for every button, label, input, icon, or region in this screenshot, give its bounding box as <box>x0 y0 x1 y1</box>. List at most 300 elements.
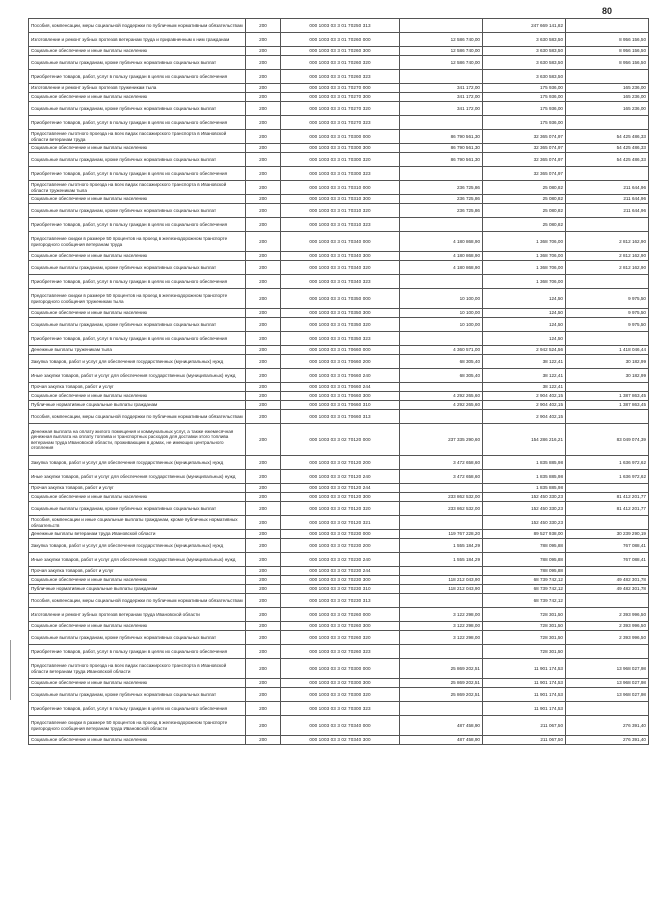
table-row <box>29 702 649 716</box>
row-description: Социальное обеспечение и иные выплаты населению <box>29 93 246 102</box>
row-line-code: 200 <box>246 70 281 84</box>
row-approved-amount: 341 172,00 <box>400 93 483 102</box>
row-line-code: 200 <box>246 679 281 688</box>
row-executed-amount: 1 368 706,00 <box>483 261 566 275</box>
row-unexecuted-amount: 13 968 027,98 <box>566 659 649 679</box>
row-description: Прочая закупка товаров, работ и услуг <box>29 567 246 576</box>
row-unexecuted-amount: 9 975,50 <box>566 289 649 309</box>
row-approved-amount: 3 472 658,60 <box>400 470 483 484</box>
row-approved-amount: 4 180 868,90 <box>400 232 483 252</box>
row-approved-amount: 118 212 043,90 <box>400 576 483 585</box>
row-unexecuted-amount: 49 482 301,78 <box>566 585 649 594</box>
row-unexecuted-amount: 1 387 863,45 <box>566 401 649 410</box>
row-budget-classification: 000 1003 03 3 01 70260 320 <box>281 56 400 70</box>
budget-table-sheet <box>28 18 646 745</box>
row-approved-amount: 12 586 740,00 <box>400 56 483 70</box>
row-budget-classification: 000 1003 03 3 02 70120 320 <box>281 502 400 516</box>
row-budget-classification: 000 1003 03 3 01 70260 000 <box>281 33 400 47</box>
row-budget-classification: 000 1003 03 3 01 70660 200 <box>281 355 400 369</box>
row-description: Социальное обеспечение и иные выплаты населению <box>29 576 246 585</box>
table-row <box>29 688 649 702</box>
row-approved-amount: 3 122 298,00 <box>400 631 483 645</box>
table-row <box>29 56 649 70</box>
row-executed-amount: 788 095,88 <box>483 553 566 567</box>
row-budget-classification: 000 1003 03 3 02 70120 321 <box>281 516 400 530</box>
row-budget-classification: 000 1003 03 3 01 70660 310 <box>281 401 400 410</box>
row-line-code: 200 <box>246 530 281 539</box>
row-executed-amount: 124,50 <box>483 332 566 346</box>
row-line-code: 200 <box>246 456 281 470</box>
row-description: Денежные выплаты труженикам тыла <box>29 346 246 355</box>
row-unexecuted-amount: 165 236,00 <box>566 102 649 116</box>
table-row <box>29 539 649 553</box>
row-executed-amount: 2 904 402,15 <box>483 401 566 410</box>
row-approved-amount <box>400 116 483 130</box>
row-unexecuted-amount: 165 236,00 <box>566 84 649 93</box>
row-line-code: 200 <box>246 631 281 645</box>
row-line-code: 200 <box>246 56 281 70</box>
row-executed-amount: 32 365 074,97 <box>483 144 566 153</box>
row-budget-classification: 000 1003 03 3 01 70270 323 <box>281 116 400 130</box>
row-unexecuted-amount: 30 182,99 <box>566 355 649 369</box>
row-unexecuted-amount: 276 391,40 <box>566 736 649 745</box>
row-executed-amount: 1 835 885,98 <box>483 456 566 470</box>
row-budget-classification: 000 1003 03 3 02 70300 320 <box>281 688 400 702</box>
row-description: Предоставление скидки в размере 50 процентов на проезд в железнодорожном транспорте пригородного сообщения ветеранам труда <box>29 232 246 252</box>
row-line-code: 200 <box>246 318 281 332</box>
row-unexecuted-amount: 8 956 156,50 <box>566 33 649 47</box>
row-description: Иные закупки товаров, работ и услуг для обеспечения государственных (муниципальных) нужд <box>29 369 246 383</box>
row-executed-amount: 2 942 524,56 <box>483 346 566 355</box>
row-executed-amount: 175 936,00 <box>483 102 566 116</box>
row-executed-amount: 175 936,00 <box>483 84 566 93</box>
row-line-code: 200 <box>246 332 281 346</box>
table-row <box>29 232 649 252</box>
row-executed-amount: 152 450 330,23 <box>483 516 566 530</box>
row-budget-classification: 000 1003 03 3 01 70350 300 <box>281 309 400 318</box>
row-executed-amount: 2 904 402,15 <box>483 392 566 401</box>
row-description: Иные закупки товаров, работ и услуг для обеспечения государственных (муниципальных) нужд <box>29 553 246 567</box>
row-description: Изготовление и ремонт зубных протезов ветеранам труда и приравненным к ним гражданам <box>29 33 246 47</box>
row-approved-amount <box>400 19 483 33</box>
row-line-code: 200 <box>246 232 281 252</box>
row-unexecuted-amount: 8 956 156,50 <box>566 56 649 70</box>
row-description: Изготовление и ремонт зубных протезов ветеранам труда Ивановской области <box>29 608 246 622</box>
row-budget-classification: 000 1003 03 3 01 70340 320 <box>281 261 400 275</box>
row-unexecuted-amount: 81 412 201,77 <box>566 493 649 502</box>
row-description: Предоставление скидки в размере 50 процентов на проезд в железнодорожном транспорте пригородного сообщения труженикам тыла <box>29 289 246 309</box>
row-executed-amount: 38 122,41 <box>483 355 566 369</box>
row-description: Приобретение товаров, работ, услуг в пользу граждан в целях их социального обеспечения <box>29 116 246 130</box>
row-unexecuted-amount: 211 644,96 <box>566 204 649 218</box>
table-row <box>29 493 649 502</box>
row-budget-classification: 000 1003 03 3 02 70260 300 <box>281 622 400 631</box>
table-row <box>29 553 649 567</box>
row-description: Социальное обеспечение и иные выплаты населению <box>29 195 246 204</box>
table-row <box>29 252 649 261</box>
row-line-code: 200 <box>246 19 281 33</box>
row-approved-amount <box>400 516 483 530</box>
row-unexecuted-amount: 1 636 972,62 <box>566 470 649 484</box>
row-budget-classification: 000 1003 03 3 01 70310 320 <box>281 204 400 218</box>
table-row <box>29 736 649 745</box>
row-description: Закупка товаров, работ и услуг для обеспечения государственных (муниципальных) нужд <box>29 539 246 553</box>
row-budget-classification: 000 1003 03 3 02 70300 323 <box>281 702 400 716</box>
row-budget-classification: 000 1003 03 3 01 70660 000 <box>281 346 400 355</box>
row-line-code: 200 <box>246 144 281 153</box>
row-description: Социальное обеспечение и иные выплаты населению <box>29 679 246 688</box>
row-approved-amount <box>400 70 483 84</box>
row-budget-classification: 000 1003 03 3 02 70340 300 <box>281 736 400 745</box>
row-approved-amount <box>400 218 483 232</box>
row-line-code: 200 <box>246 702 281 716</box>
row-description: Прочая закупка товаров, работ и услуг <box>29 484 246 493</box>
row-line-code: 200 <box>246 392 281 401</box>
row-approved-amount: 4 292 265,60 <box>400 392 483 401</box>
row-line-code: 200 <box>246 218 281 232</box>
row-executed-amount: 152 450 330,23 <box>483 502 566 516</box>
table-row <box>29 608 649 622</box>
row-budget-classification: 000 1003 03 3 02 70260 323 <box>281 645 400 659</box>
table-row <box>29 33 649 47</box>
table-row <box>29 659 649 679</box>
row-description: Социальные выплаты гражданам, кроме публичных нормативных социальных выплат <box>29 261 246 275</box>
row-budget-classification: 000 1003 03 3 01 70300 323 <box>281 167 400 181</box>
row-executed-amount: 68 739 742,12 <box>483 576 566 585</box>
row-line-code: 200 <box>246 195 281 204</box>
row-executed-amount: 154 286 216,21 <box>483 424 566 456</box>
table-row <box>29 332 649 346</box>
row-budget-classification: 000 1003 03 3 01 70350 323 <box>281 332 400 346</box>
row-executed-amount: 2 904 402,15 <box>483 410 566 424</box>
row-description: Приобретение товаров, работ, услуг в пользу граждан в целях их социального обеспечения <box>29 70 246 84</box>
row-unexecuted-amount: 54 425 486,33 <box>566 153 649 167</box>
row-line-code: 200 <box>246 576 281 585</box>
row-approved-amount: 236 725,86 <box>400 195 483 204</box>
row-line-code: 200 <box>246 470 281 484</box>
row-approved-amount: 3 122 298,00 <box>400 622 483 631</box>
row-unexecuted-amount: 2 812 162,90 <box>566 232 649 252</box>
row-approved-amount <box>400 645 483 659</box>
row-executed-amount: 25 080,82 <box>483 218 566 232</box>
row-budget-classification: 000 1003 03 3 02 70340 000 <box>281 716 400 736</box>
row-budget-classification: 000 1003 03 3 01 70340 300 <box>281 252 400 261</box>
row-approved-amount: 4 180 868,90 <box>400 252 483 261</box>
row-unexecuted-amount: 211 644,96 <box>566 195 649 204</box>
row-line-code: 200 <box>246 567 281 576</box>
table-row <box>29 585 649 594</box>
row-line-code: 200 <box>246 116 281 130</box>
row-unexecuted-amount <box>566 516 649 530</box>
row-line-code: 200 <box>246 102 281 116</box>
row-budget-classification: 000 1003 03 3 01 70300 300 <box>281 144 400 153</box>
row-unexecuted-amount: 165 236,00 <box>566 93 649 102</box>
row-line-code: 200 <box>246 553 281 567</box>
row-unexecuted-amount: 30 239 290,19 <box>566 530 649 539</box>
table-row <box>29 318 649 332</box>
row-executed-amount: 11 901 174,53 <box>483 688 566 702</box>
row-approved-amount: 236 725,86 <box>400 204 483 218</box>
row-budget-classification: 000 1003 03 3 01 70660 240 <box>281 369 400 383</box>
scan-edge-mark <box>10 640 11 700</box>
row-unexecuted-amount: 13 968 027,98 <box>566 679 649 688</box>
row-line-code: 200 <box>246 346 281 355</box>
row-executed-amount: 175 936,00 <box>483 93 566 102</box>
row-approved-amount: 233 862 532,00 <box>400 493 483 502</box>
row-executed-amount: 11 901 174,53 <box>483 679 566 688</box>
row-unexecuted-amount: 30 182,99 <box>566 369 649 383</box>
row-description: Пособия, компенсации и иные социальные выплаты гражданам, кроме публичных нормативных обязательств <box>29 516 246 530</box>
row-line-code: 200 <box>246 33 281 47</box>
row-line-code: 200 <box>246 484 281 493</box>
table-row <box>29 19 649 33</box>
table-row <box>29 410 649 424</box>
table-row <box>29 93 649 102</box>
row-unexecuted-amount: 9 975,50 <box>566 309 649 318</box>
row-description: Закупка товаров, работ и услуг для обеспечения государственных (муниципальных) нужд <box>29 355 246 369</box>
row-unexecuted-amount: 2 393 996,50 <box>566 631 649 645</box>
row-budget-classification: 000 1003 03 3 02 70230 000 <box>281 530 400 539</box>
row-unexecuted-amount <box>566 19 649 33</box>
row-description: Приобретение товаров, работ, услуг в пользу граждан в целях их социального обеспечения <box>29 702 246 716</box>
row-description: Изготовление и ремонт зубных протезов труженикам тыла <box>29 84 246 93</box>
row-approved-amount: 233 862 532,00 <box>400 502 483 516</box>
row-approved-amount: 4 180 868,90 <box>400 261 483 275</box>
row-description: Предоставление льготного проезда на всех видах пассажирского транспорта в Ивановской области ветеранам труда <box>29 130 246 144</box>
row-executed-amount: 1 835 885,98 <box>483 484 566 493</box>
row-executed-amount: 728 301,50 <box>483 645 566 659</box>
row-description: Закупка товаров, работ и услуг для обеспечения государственных (муниципальных) нужд <box>29 456 246 470</box>
row-budget-classification: 000 1003 03 3 01 70660 244 <box>281 383 400 392</box>
row-line-code: 200 <box>246 502 281 516</box>
row-executed-amount: 25 080,82 <box>483 195 566 204</box>
row-approved-amount: 237 335 290,60 <box>400 424 483 456</box>
row-approved-amount: 236 725,86 <box>400 181 483 195</box>
row-budget-classification: 000 1003 03 3 01 70260 300 <box>281 47 400 56</box>
row-unexecuted-amount <box>566 167 649 181</box>
row-description: Социальные выплаты гражданам, кроме публичных нормативных социальных выплат <box>29 688 246 702</box>
row-approved-amount <box>400 410 483 424</box>
row-line-code: 200 <box>246 608 281 622</box>
row-description: Социальное обеспечение и иные выплаты населению <box>29 144 246 153</box>
row-unexecuted-amount: 2 812 162,90 <box>566 252 649 261</box>
row-unexecuted-amount: 83 049 074,39 <box>566 424 649 456</box>
row-description: Приобретение товаров, работ, услуг в пользу граждан в целях их социального обеспечения <box>29 218 246 232</box>
row-executed-amount: 124,50 <box>483 289 566 309</box>
row-approved-amount <box>400 275 483 289</box>
row-description: Приобретение товаров, работ, услуг в пользу граждан в целях их социального обеспечения <box>29 645 246 659</box>
row-unexecuted-amount: 13 968 027,98 <box>566 688 649 702</box>
table-row <box>29 346 649 355</box>
row-budget-classification: 000 1003 03 3 02 70120 200 <box>281 456 400 470</box>
row-executed-amount: 11 901 174,53 <box>483 659 566 679</box>
row-description: Денежная выплата на оплату жилого помещения и коммунальных услуг, а также ежемесячная денежная выплата на оплату топлива и транспортных расходов для доставки этого топлива ветеранам труда Ивановской области, проживающим в домах, не имеющих центрального отопления <box>29 424 246 456</box>
table-row <box>29 470 649 484</box>
row-executed-amount: 152 450 330,23 <box>483 493 566 502</box>
row-budget-classification: 000 1003 03 3 01 70660 300 <box>281 392 400 401</box>
row-description: Предоставление льготного проезда на всех видах пассажирского транспорта в Ивановской области ветеранам труда Ивановской области <box>29 659 246 679</box>
row-budget-classification: 000 1003 03 3 01 70270 320 <box>281 102 400 116</box>
row-unexecuted-amount: 1 418 046,44 <box>566 346 649 355</box>
row-description: Социальное обеспечение и иные выплаты населению <box>29 622 246 631</box>
table-row <box>29 47 649 56</box>
row-approved-amount: 3 472 658,60 <box>400 456 483 470</box>
row-description: Социальное обеспечение и иные выплаты населению <box>29 736 246 745</box>
table-row <box>29 181 649 195</box>
row-approved-amount <box>400 702 483 716</box>
table-row <box>29 716 649 736</box>
row-unexecuted-amount <box>566 645 649 659</box>
row-budget-classification: 000 1003 03 3 02 70120 244 <box>281 484 400 493</box>
row-line-code: 200 <box>246 594 281 608</box>
budget-execution-table <box>28 18 649 745</box>
row-description: Денежные выплаты ветеранам труда Ивановской области <box>29 530 246 539</box>
row-description: Предоставление скидки в размере 50 процентов на проезд в железнодорожном транспорте пригородного сообщения ветеранам труда Ивановской области <box>29 716 246 736</box>
table-row <box>29 567 649 576</box>
row-description: Приобретение товаров, работ, услуг в пользу граждан в целях их социального обеспечения <box>29 332 246 346</box>
row-budget-classification: 000 1003 03 3 02 70230 313 <box>281 594 400 608</box>
row-description: Пособия, компенсации, меры социальной поддержки по публичным нормативным обязательствам <box>29 594 246 608</box>
row-line-code: 200 <box>246 204 281 218</box>
row-description: Социальные выплаты гражданам, кроме публичных нормативных социальных выплат <box>29 56 246 70</box>
row-unexecuted-amount: 49 482 301,78 <box>566 576 649 585</box>
table-row <box>29 594 649 608</box>
row-description: Социальные выплаты гражданам, кроме публичных нормативных социальных выплат <box>29 631 246 645</box>
row-description: Публичные нормативные социальные выплаты гражданам <box>29 585 246 594</box>
row-executed-amount: 1 835 885,98 <box>483 470 566 484</box>
table-row <box>29 289 649 309</box>
row-executed-amount: 68 739 742,12 <box>483 585 566 594</box>
row-unexecuted-amount <box>566 218 649 232</box>
row-budget-classification: 000 1003 03 3 02 70300 300 <box>281 679 400 688</box>
row-unexecuted-amount <box>566 484 649 493</box>
row-budget-classification: 000 1003 03 3 01 70270 300 <box>281 93 400 102</box>
row-executed-amount: 11 901 174,53 <box>483 702 566 716</box>
row-executed-amount: 25 080,82 <box>483 204 566 218</box>
row-description: Социальное обеспечение и иные выплаты населению <box>29 392 246 401</box>
row-line-code: 200 <box>246 252 281 261</box>
row-unexecuted-amount: 767 088,41 <box>566 553 649 567</box>
row-approved-amount <box>400 383 483 392</box>
row-unexecuted-amount: 211 644,96 <box>566 181 649 195</box>
row-description: Пособия, компенсации, меры социальной поддержки по публичным нормативным обязательствам <box>29 410 246 424</box>
row-unexecuted-amount <box>566 332 649 346</box>
row-approved-amount: 25 869 202,51 <box>400 659 483 679</box>
row-unexecuted-amount: 767 088,41 <box>566 539 649 553</box>
row-unexecuted-amount <box>566 275 649 289</box>
row-line-code: 200 <box>246 84 281 93</box>
table-row <box>29 576 649 585</box>
row-budget-classification: 000 1003 03 3 01 70340 000 <box>281 232 400 252</box>
row-approved-amount: 10 100,00 <box>400 318 483 332</box>
table-row <box>29 102 649 116</box>
row-approved-amount: 25 869 202,51 <box>400 679 483 688</box>
row-unexecuted-amount: 1 387 863,45 <box>566 392 649 401</box>
row-approved-amount <box>400 484 483 493</box>
row-description: Приобретение товаров, работ, услуг в пользу граждан в целях их социального обеспечения <box>29 167 246 181</box>
row-description: Социальное обеспечение и иные выплаты населению <box>29 252 246 261</box>
row-line-code: 200 <box>246 539 281 553</box>
row-line-code: 200 <box>246 516 281 530</box>
row-approved-amount: 86 790 561,30 <box>400 153 483 167</box>
row-executed-amount: 32 365 074,97 <box>483 167 566 181</box>
row-approved-amount: 119 767 228,20 <box>400 530 483 539</box>
row-executed-amount: 1 368 706,00 <box>483 275 566 289</box>
row-line-code: 200 <box>246 181 281 195</box>
row-approved-amount: 10 100,00 <box>400 289 483 309</box>
row-executed-amount: 124,50 <box>483 309 566 318</box>
row-description: Предоставление льготного проезда на всех видах пассажирского транспорта в Ивановской области труженикам тыла <box>29 181 246 195</box>
table-row <box>29 84 649 93</box>
row-line-code: 200 <box>246 736 281 745</box>
table-row <box>29 516 649 530</box>
row-budget-classification: 000 1003 03 3 02 70120 240 <box>281 470 400 484</box>
row-executed-amount: 3 630 583,50 <box>483 47 566 56</box>
row-approved-amount <box>400 567 483 576</box>
row-budget-classification: 000 1003 03 3 02 70120 300 <box>281 493 400 502</box>
row-executed-amount: 211 067,50 <box>483 716 566 736</box>
page-number: 80 <box>601 6 612 16</box>
row-description: Социальные выплаты гражданам, кроме публичных нормативных социальных выплат <box>29 102 246 116</box>
row-line-code: 200 <box>246 493 281 502</box>
row-approved-amount: 3 122 298,00 <box>400 608 483 622</box>
row-budget-classification: 000 1003 03 3 02 70230 310 <box>281 585 400 594</box>
table-row <box>29 456 649 470</box>
row-executed-amount: 124,50 <box>483 318 566 332</box>
row-approved-amount: 4 360 571,00 <box>400 346 483 355</box>
row-description: Социальные выплаты гражданам, кроме публичных нормативных социальных выплат <box>29 318 246 332</box>
row-executed-amount: 728 301,50 <box>483 631 566 645</box>
row-line-code: 200 <box>246 659 281 679</box>
row-line-code: 200 <box>246 410 281 424</box>
row-budget-classification: 000 1003 03 3 02 70120 000 <box>281 424 400 456</box>
table-row <box>29 116 649 130</box>
row-description: Приобретение товаров, работ, услуг в пользу граждан в целях их социального обеспечения <box>29 275 246 289</box>
row-executed-amount: 1 368 706,00 <box>483 232 566 252</box>
row-description: Социальные выплаты гражданам, кроме публичных нормативных социальных выплат <box>29 153 246 167</box>
row-approved-amount: 68 305,40 <box>400 369 483 383</box>
row-line-code: 200 <box>246 401 281 410</box>
row-unexecuted-amount: 54 425 486,33 <box>566 130 649 144</box>
row-unexecuted-amount <box>566 116 649 130</box>
row-approved-amount: 4 292 265,60 <box>400 401 483 410</box>
row-approved-amount: 487 458,90 <box>400 716 483 736</box>
table-row <box>29 424 649 456</box>
row-executed-amount: 728 301,50 <box>483 608 566 622</box>
table-row <box>29 369 649 383</box>
row-line-code: 200 <box>246 355 281 369</box>
row-unexecuted-amount: 2 393 996,50 <box>566 622 649 631</box>
row-description: Пособия, компенсации, меры социальной поддержки по публичным нормативным обязательствам <box>29 19 246 33</box>
row-unexecuted-amount: 9 975,50 <box>566 318 649 332</box>
row-description: Социальное обеспечение и иные выплаты населению <box>29 47 246 56</box>
table-row <box>29 355 649 369</box>
row-approved-amount: 86 790 561,30 <box>400 130 483 144</box>
row-unexecuted-amount <box>566 594 649 608</box>
row-approved-amount: 12 586 740,00 <box>400 33 483 47</box>
table-row <box>29 645 649 659</box>
row-budget-classification: 000 1003 03 3 01 70310 323 <box>281 218 400 232</box>
table-row <box>29 484 649 493</box>
row-line-code: 200 <box>246 645 281 659</box>
row-description: Прочая закупка товаров, работ и услуг <box>29 383 246 392</box>
table-row <box>29 275 649 289</box>
table-row <box>29 392 649 401</box>
row-line-code: 200 <box>246 261 281 275</box>
row-unexecuted-amount: 81 412 201,77 <box>566 502 649 516</box>
row-approved-amount: 118 212 043,90 <box>400 585 483 594</box>
row-budget-classification: 000 1003 03 3 02 70230 244 <box>281 567 400 576</box>
